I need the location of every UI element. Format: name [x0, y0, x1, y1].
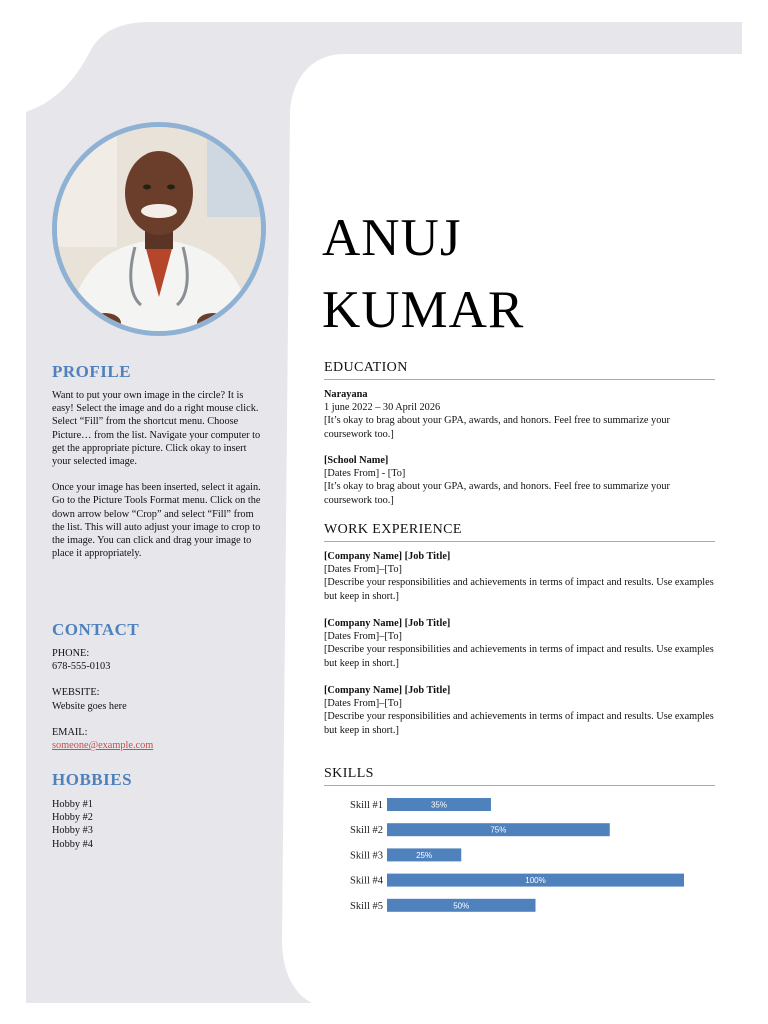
education-dates: [Dates From] - [To] [324, 468, 406, 480]
skill-label: Skill #3 [350, 850, 383, 862]
education-entry [324, 388, 716, 441]
job-description: [Describe your responsibilities and achievements in terms of impact and results. Use examples but keep in short.] [324, 711, 714, 736]
skill-value-label: 75% [490, 825, 507, 835]
skill-label: Skill #5 [350, 900, 383, 912]
list-item: Hobby #4 [52, 838, 93, 850]
website-value: Website goes here [52, 700, 127, 712]
work-entry [324, 550, 716, 603]
name-first: ANUJ [322, 209, 462, 267]
skills-heading: SKILLS [324, 766, 715, 786]
phone-label: PHONE: [52, 648, 90, 659]
job-dates: [Dates From]–[To] [324, 631, 402, 643]
skill-value-label: 35% [430, 800, 447, 810]
profile-text [52, 389, 264, 573]
profile-paragraph: Once your image has been inserted, select it again. Go to the Picture Tools Format menu. Click on the down arrow below “Crop” and select “Fill” from the list. This will auto adjust your image to crop to the image. You can click and drag your image to place it appropriately. [52, 482, 261, 560]
skills-chart [324, 792, 716, 922]
skill-value-label: 25% [416, 850, 433, 860]
contact-block [52, 647, 264, 765]
profile-photo[interactable] [52, 122, 266, 336]
skill-label: Skill #2 [350, 825, 383, 837]
job-description: [Describe your responsibilities and achievements in terms of impact and results. Use examples but keep in short.] [324, 577, 714, 602]
job-dates: [Dates From]–[To] [324, 564, 402, 576]
hobbies-heading: HOBBIES [52, 770, 133, 789]
job-title: [Company Name] [Job Title] [324, 685, 451, 696]
job-description: [Describe your responsibilities and achievements in terms of impact and results. Use examples but keep in short.] [324, 644, 714, 669]
list-item: Hobby #1 [52, 799, 93, 810]
skill-label: Skill #4 [350, 875, 383, 887]
person-photo-icon [57, 127, 261, 331]
job-dates: [Dates From]–[To] [324, 698, 402, 710]
skill-label: Skill #1 [350, 800, 383, 811]
email-link[interactable]: someone@example.com [52, 740, 154, 752]
profile-heading: PROFILE [52, 362, 132, 381]
education-dates: 1 june 2022 – 30 April 2026 [324, 402, 441, 414]
name-last: KUMAR [322, 281, 525, 339]
work-entry [324, 684, 716, 737]
education-heading: EDUCATION [324, 360, 715, 380]
list-item: Hobby #2 [52, 812, 93, 824]
school-name: [School Name] [324, 455, 389, 466]
contact-heading: CONTACT [52, 620, 140, 639]
email-label: EMAIL: [52, 726, 88, 738]
phone-value: 678-555-0103 [52, 661, 111, 673]
list-item: Hobby #3 [52, 825, 93, 837]
school-name: Narayana [324, 389, 368, 400]
profile-paragraph: Want to put your own image in the circle? It is easy! Select the image and do a right mouse click. Select “Fill” from the shortcut menu. Choose Picture… from the list. Navigate your computer to get the appropriate picture. Click okay to insert your selected image. [52, 390, 261, 468]
work-heading: WORK EXPERIENCE [324, 522, 715, 542]
skill-value-label: 50% [453, 901, 470, 911]
job-title: [Company Name] [Job Title] [324, 551, 451, 562]
skill-value-label: 100% [525, 876, 546, 886]
education-note: [It’s okay to brag about your GPA, awards, and honors. Feel free to summarize your coursework too.] [324, 481, 670, 506]
work-entry [324, 617, 716, 670]
hobbies-list [52, 798, 264, 851]
education-note: [It’s okay to brag about your GPA, awards, and honors. Feel free to summarize your coursework too.] [324, 415, 670, 440]
job-title: [Company Name] [Job Title] [324, 618, 451, 629]
website-label: WEBSITE: [52, 687, 100, 699]
education-entry [324, 454, 716, 507]
